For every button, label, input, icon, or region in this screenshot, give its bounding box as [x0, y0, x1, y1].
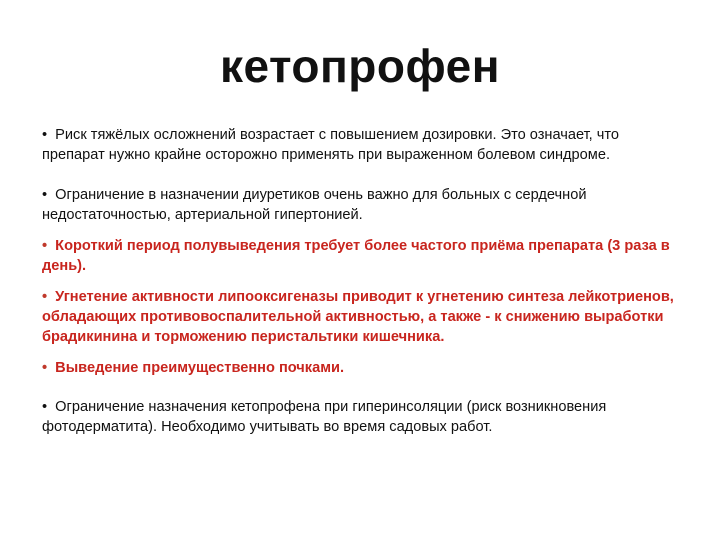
bullet-item-4: [42, 287, 682, 347]
slide-title: кетопрофен: [219, 40, 500, 92]
bullet-mark: •: [42, 399, 48, 415]
bullet-item-3: [42, 236, 682, 276]
bullet-item-5: [42, 358, 682, 378]
bullet-text-1: Риск тяжёлых осложнений возрастает с повышением дозировки. Это означает, что препарат нужно крайне осторожно применять при выраженном болевом синдроме.: [42, 127, 620, 163]
bullet-item-6: [42, 397, 682, 437]
bullet-text-3: Короткий период полувыведения требует более частого приёма препарата (3 раза в день).: [42, 238, 670, 274]
bullet-text-6: Ограничение назначения кетопрофена при гиперинсоляции (риск возникновения фотодерматита). Необходимо учитывать во время садовых работ.: [42, 399, 607, 435]
bullet-mark: •: [42, 238, 48, 254]
bullet-text-5: Выведение преимущественно почками.: [55, 360, 345, 376]
bullet-item-2: [42, 185, 682, 225]
bullet-mark: •: [42, 127, 48, 143]
bullet-mark: •: [42, 187, 48, 203]
bullet-list: [42, 125, 682, 437]
bullet-mark: •: [42, 360, 48, 376]
bullet-text-2: Ограничение в назначении диуретиков очень важно для больных с сердечной недостаточностью, артериальной гипертонией.: [42, 187, 587, 223]
bullet-text-4: Угнетение активности липооксигеназы приводит к угнетению синтеза лейкотриенов, обладающих противовоспалительной активностью, а также - к снижению выработки брадикинина и торможению перистальтики кишечника.: [42, 289, 674, 345]
bullet-mark: •: [42, 289, 48, 305]
bullet-item-1: [42, 125, 682, 165]
